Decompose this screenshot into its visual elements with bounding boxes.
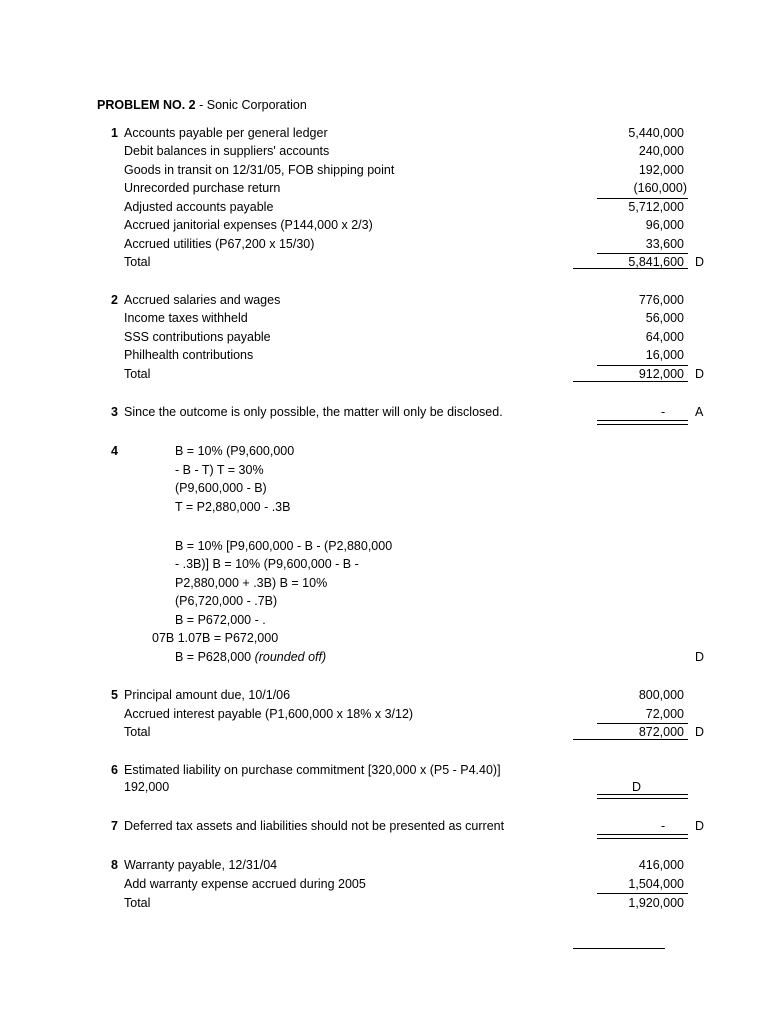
- p3-answer: A: [695, 405, 704, 419]
- p6-answer: D: [632, 780, 642, 794]
- p2-amount-2: 64,000: [645, 330, 684, 344]
- subtotal-rule: [597, 365, 688, 366]
- double-rule-top: [597, 420, 688, 421]
- p4-line-4: B = 10% [P9,600,000 - B - (P2,880,000: [175, 539, 393, 553]
- p3-text: Since the outcome is only possible, the matter will only be disclosed.: [124, 405, 503, 419]
- subtotal-rule: [597, 198, 688, 199]
- p2-amount-1: 56,000: [645, 311, 684, 325]
- total-rule: [573, 381, 688, 382]
- p1-label-6: Accrued utilities (P67,200 x 15/30): [124, 237, 315, 251]
- p4-line-8: B = P672,000 - .: [175, 613, 266, 627]
- p4-line-0: B = 10% (P9,600,000: [175, 444, 295, 458]
- p5-label-1: Accrued interest payable (P1,600,000 x 18% x 3/12): [124, 707, 414, 721]
- p4-line-2: (P9,600,000 - B): [175, 481, 267, 495]
- p1-label-4: Adjusted accounts payable: [124, 200, 274, 214]
- p1-amount-7: 5,841,600: [628, 255, 684, 269]
- p3-amount: -: [661, 405, 666, 419]
- p1-amount-6: 33,600: [645, 237, 684, 251]
- p1-amount-5: 96,000: [645, 218, 684, 232]
- total-rule: [573, 739, 688, 740]
- item-number-3: 3: [111, 405, 118, 419]
- double-rule-bottom: [597, 798, 688, 799]
- p1-amount-4: 5,712,000: [628, 200, 684, 214]
- item-number-5: 5: [111, 688, 118, 702]
- double-rule-top: [597, 834, 688, 835]
- p8-amount-1: 1,504,000: [628, 877, 684, 891]
- p6-line-2: 192,000: [124, 780, 170, 794]
- p2-label-3: Philhealth contributions: [124, 348, 254, 362]
- item-number-7: 7: [111, 819, 118, 833]
- p1-label-1: Debit balances in suppliers' accounts: [124, 144, 330, 158]
- p8-label-0: Warranty payable, 12/31/04: [124, 858, 278, 872]
- p1-label-3: Unrecorded purchase return: [124, 181, 281, 195]
- problem-title-company: - Sonic Corporation: [195, 98, 307, 112]
- p4-line-3: T = P2,880,000 - .3B: [175, 500, 291, 514]
- item-number-1: 1: [111, 126, 118, 140]
- p4-line-1: - B - T) T = 30%: [175, 463, 264, 477]
- p2-label-1: Income taxes withheld: [124, 311, 248, 325]
- p2-label-4: Total: [124, 367, 151, 381]
- double-rule-top: [597, 794, 688, 795]
- p4-answer: D: [695, 650, 705, 664]
- p8-label-2: Total: [124, 896, 151, 910]
- p1-amount-3: (160,000): [633, 181, 687, 195]
- total-rule: [573, 268, 688, 269]
- p5-amount-2: 872,000: [638, 725, 684, 739]
- p8-label-1: Add warranty expense accrued during 2005: [124, 877, 366, 891]
- p5-amount-0: 800,000: [638, 688, 684, 702]
- double-rule-bottom: [597, 424, 688, 425]
- p5-amount-1: 72,000: [645, 707, 684, 721]
- p1-label-2: Goods in transit on 12/31/05, FOB shipping point: [124, 163, 395, 177]
- p8-amount-2: 1,920,000: [628, 896, 684, 910]
- p5-label-0: Principal amount due, 10/1/06: [124, 688, 291, 702]
- item-number-2: 2: [111, 293, 118, 307]
- p6-line-1: Estimated liability on purchase commitment [320,000 x (P5 - P4.40)]: [124, 763, 501, 777]
- subtotal-rule: [597, 723, 688, 724]
- p8-amount-0: 416,000: [638, 858, 684, 872]
- p4-line-10: [175, 650, 326, 664]
- p1-label-5: Accrued janitorial expenses (P144,000 x 2/3): [124, 218, 373, 232]
- p1-amount-0: 5,440,000: [628, 126, 684, 140]
- item-number-6: 6: [111, 763, 118, 777]
- p7-text: Deferred tax assets and liabilities should not be presented as current: [124, 819, 505, 833]
- p1-label-0: Accounts payable per general ledger: [124, 126, 328, 140]
- p4-line-7: (P6,720,000 - .7B): [175, 594, 278, 608]
- p4-rounded-note: (rounded off): [254, 650, 327, 664]
- item-number-8: 8: [111, 858, 118, 872]
- p4-line-6: P2,880,000 + .3B) B = 10%: [175, 576, 328, 590]
- p2-label-2: SSS contributions payable: [124, 330, 271, 344]
- bottom-rule: [573, 948, 665, 949]
- item-number-4: 4: [111, 444, 118, 458]
- p1-answer: D: [695, 255, 705, 269]
- subtotal-rule: [597, 893, 688, 894]
- p5-answer: D: [695, 725, 705, 739]
- p2-amount-3: 16,000: [645, 348, 684, 362]
- p4-line-5: - .3B)] B = 10% (P9,600,000 - B -: [175, 557, 359, 571]
- p4-line-9: 07B 1.07B = P672,000: [152, 631, 279, 645]
- problem-title: [97, 98, 307, 112]
- p1-label-7: Total: [124, 255, 151, 269]
- p1-amount-1: 240,000: [638, 144, 684, 158]
- p2-amount-4: 912,000: [638, 367, 684, 381]
- p7-amount: -: [661, 819, 666, 833]
- p5-label-2: Total: [124, 725, 151, 739]
- p1-amount-2: 192,000: [638, 163, 684, 177]
- p4-result: B = P628,000: [175, 650, 255, 664]
- p2-answer: D: [695, 367, 705, 381]
- p7-answer: D: [695, 819, 705, 833]
- p2-label-0: Accrued salaries and wages: [124, 293, 281, 307]
- p2-amount-0: 776,000: [638, 293, 684, 307]
- double-rule-bottom: [597, 838, 688, 839]
- problem-title-bold: PROBLEM NO. 2: [97, 98, 196, 112]
- subtotal-rule: [597, 253, 688, 254]
